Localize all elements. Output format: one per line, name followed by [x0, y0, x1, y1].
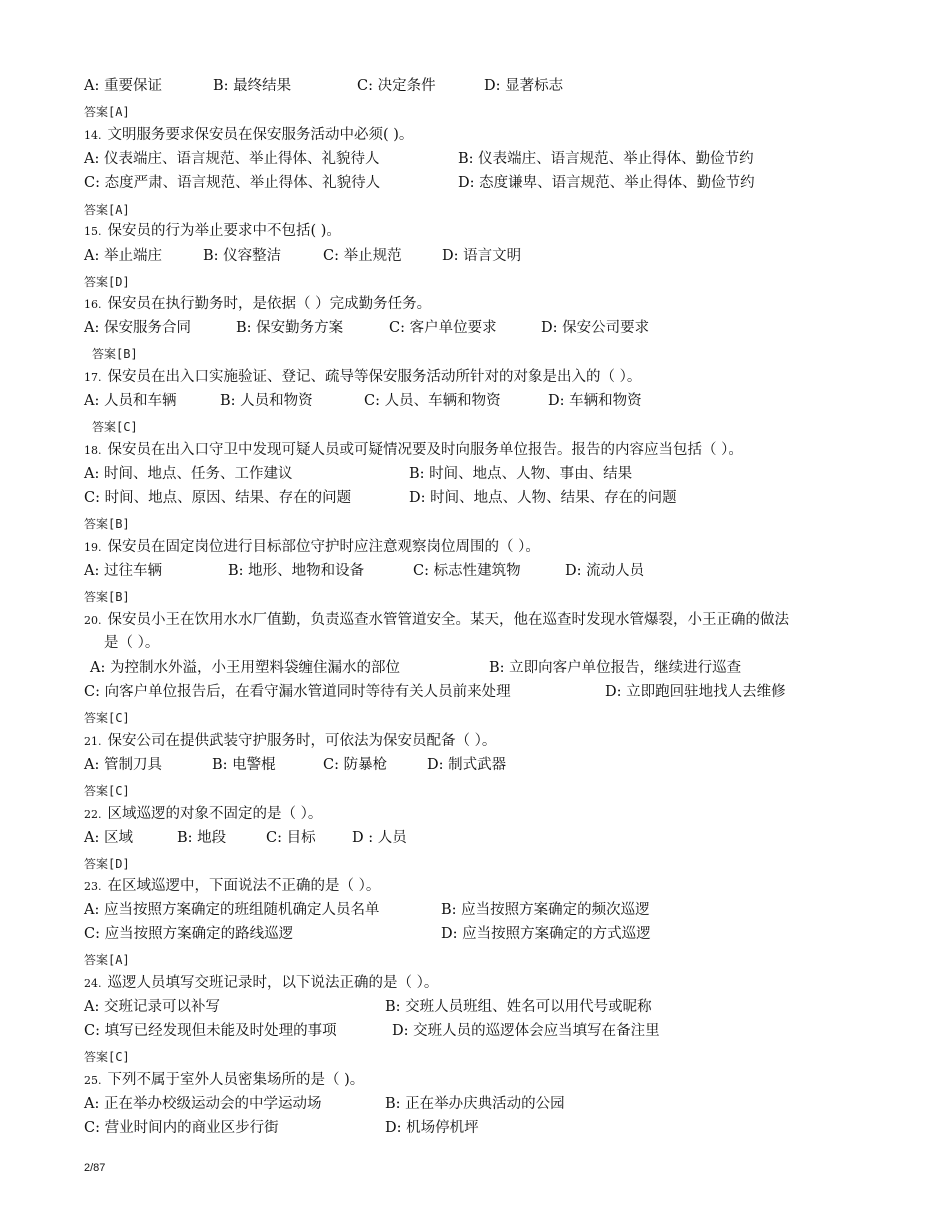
- answer-label: 答案[C]: [92, 420, 138, 434]
- question-19: [84, 538, 540, 557]
- option-a: A: 重要保证: [84, 78, 162, 94]
- option-b: B: 仪表端庄、语言规范、举止得体、勤俭节约: [458, 151, 754, 167]
- question-16: [84, 295, 431, 314]
- option-a: A: 过往车辆: [84, 563, 162, 579]
- option-c: C: 向客户单位报告后，在看守漏水管道同时等待有关人员前来处理: [84, 684, 511, 700]
- option-b: B: 电警棍: [212, 757, 276, 773]
- option-a: A: 区域: [84, 830, 133, 846]
- answer-label: 答案[C]: [84, 1050, 130, 1064]
- question-number: 18.: [84, 444, 102, 457]
- option-d: D: 显著标志: [484, 78, 564, 94]
- question-number: 25.: [84, 1074, 102, 1087]
- question-number: 15.: [84, 225, 102, 238]
- option-d: D: 制式武器: [427, 757, 507, 773]
- option-d: D: 交班人员的巡逻体会应当填写在备注里: [392, 1023, 660, 1039]
- option-b: B: 立即向客户单位报告，继续进行巡查: [489, 660, 742, 676]
- option-d: D : 人员: [352, 830, 407, 846]
- question-text: 下列不属于室外人员密集场所的是（ )。: [107, 1072, 365, 1088]
- option-b: B: 最终结果: [213, 78, 292, 94]
- option-b: B: 地段: [177, 830, 227, 846]
- question-number: 23.: [84, 880, 102, 893]
- option-b: B: 应当按照方案确定的频次巡逻: [441, 902, 650, 918]
- option-d: D: 语言文明: [442, 248, 522, 264]
- answer-label: 答案[D]: [84, 275, 130, 289]
- option-b: B: 地形、地物和设备: [228, 563, 365, 579]
- question-18: [84, 441, 743, 460]
- answer-label: 答案[D]: [84, 857, 130, 871]
- question-text: 文明服务要求保安员在保安服务活动中必须( )。: [107, 127, 414, 143]
- question-number: 19.: [84, 541, 102, 554]
- option-d: D: 立即跑回驻地找人去维修: [605, 684, 786, 700]
- option-a: A: 交班记录可以补写: [84, 999, 220, 1015]
- answer-label: 答案[C]: [84, 711, 130, 725]
- answer-label: 答案[A]: [84, 105, 130, 119]
- question-text: 保安员的行为举止要求中不包括( )。: [107, 223, 341, 239]
- option-d: D: 流动人员: [565, 563, 645, 579]
- question-number: 14.: [84, 129, 102, 142]
- option-d: D: 时间、地点、人物、结果、存在的问题: [409, 490, 677, 506]
- answer-label: 答案[C]: [84, 784, 130, 798]
- page-number: 2/87: [84, 1162, 106, 1174]
- question-text: 保安员小王在饮用水水厂值勤，负责巡查水管管道安全。某天，他在巡查时发现水管爆裂，小王正确的做法: [107, 612, 789, 628]
- question-25: [84, 1071, 364, 1090]
- option-c: C: 态度严肃、语言规范、举止得体、礼貌待人: [84, 175, 381, 191]
- question-text: 保安公司在提供武装守护服务时，可依法为保安员配备（ ）。: [107, 733, 497, 749]
- answer-label: 答案[A]: [84, 953, 130, 967]
- option-a: A: 举止端庄: [84, 248, 162, 264]
- question-20: [84, 611, 789, 630]
- question-text: 保安员在执行勤务时，是依据（ ）完成勤务任务。: [107, 296, 432, 312]
- question-text-continued: 是（ ）。: [104, 635, 160, 651]
- question-23: [84, 877, 380, 896]
- question-15: [84, 222, 341, 241]
- answer-label: 答案[B]: [84, 517, 130, 531]
- option-c: C: 时间、地点、原因、结果、存在的问题: [84, 490, 352, 506]
- option-d: D: 态度谦卑、语言规范、举止得体、勤俭节约: [458, 175, 755, 191]
- option-a: A: 保安服务合同: [84, 320, 191, 336]
- option-a: A: 正在举办校级运动会的中学运动场: [84, 1096, 322, 1112]
- option-c: C: 人员、车辆和物资: [364, 393, 501, 409]
- option-d: D: 机场停机坪: [385, 1120, 479, 1136]
- option-d: D: 车辆和物资: [548, 393, 642, 409]
- option-c: C: 防暴枪: [323, 757, 388, 773]
- option-c: C: 应当按照方案确定的路线巡逻: [84, 926, 294, 942]
- option-b: B: 人员和物资: [220, 393, 313, 409]
- option-c: C: 营业时间内的商业区步行街: [84, 1120, 279, 1136]
- question-text: 区域巡逻的对象不固定的是（ ）。: [107, 806, 323, 822]
- option-c: C: 填写已经发现但未能及时处理的事项: [84, 1023, 337, 1039]
- option-a: A: 人员和车辆: [84, 393, 177, 409]
- option-d: D: 应当按照方案确定的方式巡逻: [441, 926, 651, 942]
- question-24: [84, 974, 438, 993]
- question-number: 22.: [84, 808, 102, 821]
- option-c: C: 举止规范: [323, 248, 402, 264]
- option-c: C: 决定条件: [357, 78, 436, 94]
- question-number: 16.: [84, 298, 102, 311]
- question-17: [84, 368, 641, 387]
- answer-label: 答案[B]: [92, 347, 138, 361]
- question-22: [84, 805, 322, 824]
- question-21: [84, 732, 496, 751]
- question-text: 在区域巡逻中，下面说法不正确的是（ ）。: [107, 878, 381, 894]
- option-b: B: 交班人员班组、姓名可以用代号或昵称: [385, 999, 652, 1015]
- option-c: C: 客户单位要求: [389, 320, 497, 336]
- option-d: D: 保安公司要求: [541, 320, 650, 336]
- question-text: 保安员在固定岗位进行目标部位守护时应注意观察岗位周围的（ ）。: [107, 539, 540, 555]
- question-number: 24.: [84, 977, 102, 990]
- option-a: A: 管制刀具: [84, 757, 162, 773]
- question-14: [84, 126, 413, 145]
- question-text: 保安员在出入口守卫中发现可疑人员或可疑情况要及时向服务单位报告。报告的内容应当包括（ ）。: [107, 442, 743, 458]
- option-b: B: 保安勤务方案: [236, 320, 344, 336]
- option-a: A: 时间、地点、任务、工作建议: [84, 466, 293, 482]
- question-number: 17.: [84, 371, 102, 384]
- question-text: 巡逻人员填写交班记录时，以下说法正确的是（ ）。: [107, 975, 439, 991]
- option-b: B: 仪容整洁: [203, 248, 282, 264]
- question-number: 20.: [84, 614, 102, 627]
- option-a: A: 仪表端庄、语言规范、举止得体、礼貌待人: [84, 151, 380, 167]
- question-text: 保安员在出入口实施验证、登记、疏导等保安服务活动所针对的对象是出入的（ ）。: [107, 369, 642, 385]
- answer-label: 答案[B]: [84, 590, 130, 604]
- option-c: C: 目标: [266, 830, 316, 846]
- option-c: C: 标志性建筑物: [413, 563, 521, 579]
- question-number: 21.: [84, 735, 102, 748]
- option-a: A: 应当按照方案确定的班组随机确定人员名单: [84, 902, 380, 918]
- option-b: B: 时间、地点、人物、事由、结果: [409, 466, 633, 482]
- option-b: B: 正在举办庆典活动的公园: [385, 1096, 565, 1112]
- answer-label: 答案[A]: [84, 203, 130, 217]
- option-a: A: 为控制水外溢，小王用塑料袋缠住漏水的部位: [90, 660, 400, 676]
